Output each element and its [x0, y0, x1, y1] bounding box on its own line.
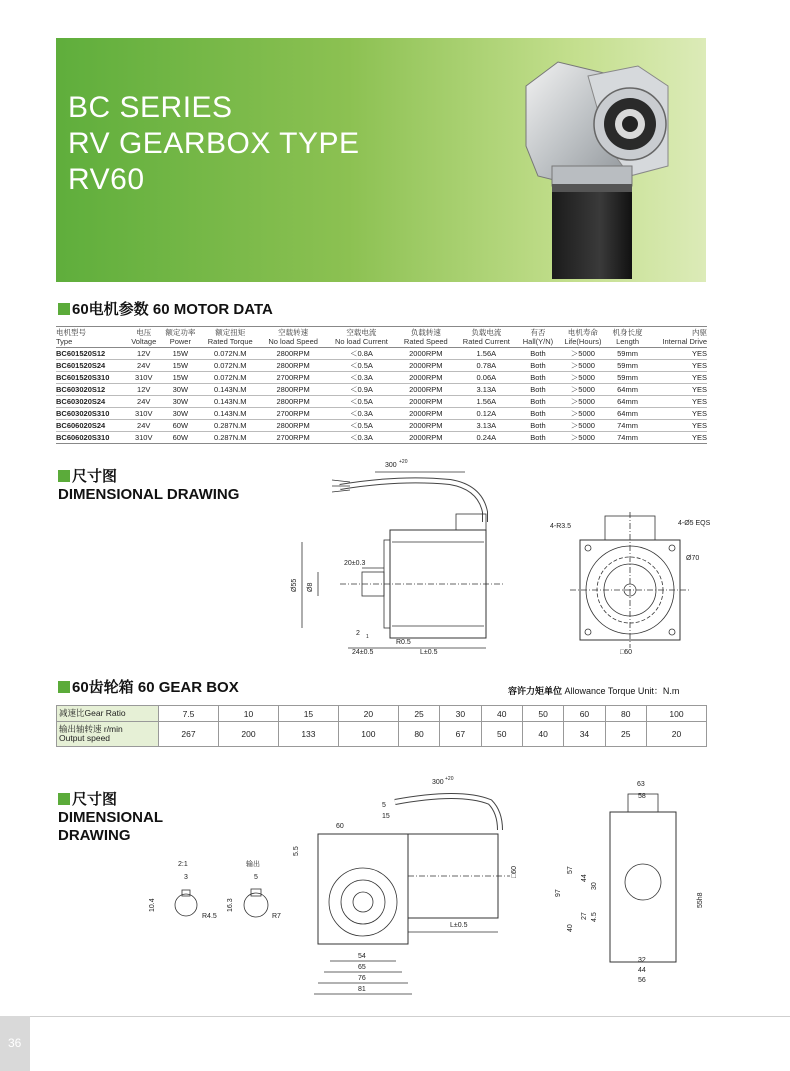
table-cell: 2000RPM	[397, 384, 455, 396]
detail-r7: R7	[272, 913, 281, 920]
title-line-1: BC SERIES	[68, 91, 233, 124]
table-cell: BC603020S12	[56, 384, 127, 396]
table-cell: 310V	[127, 432, 160, 444]
g-k56: 56	[638, 977, 646, 984]
table-cell: 74mm	[608, 420, 648, 432]
dim-phi70: Ø70	[686, 555, 700, 562]
table-cell: 1.56A	[455, 348, 518, 360]
table-cell: YES	[648, 384, 707, 396]
table-cell: 0.287N.M	[200, 432, 260, 444]
table-cell: Both	[518, 432, 559, 444]
table-cell: 12V	[127, 384, 160, 396]
col-noload-current: 空载电流 No load Current	[326, 327, 397, 348]
col-rated-speed: 负载转速 Rated Speed	[397, 327, 455, 348]
heading-marker-icon	[58, 303, 70, 315]
table-row	[56, 432, 707, 444]
table-cell: 2000RPM	[397, 372, 455, 384]
g-k58: 58	[638, 793, 646, 800]
table-cell: Both	[518, 420, 559, 432]
output-speed-cell: 200	[218, 722, 278, 747]
col-type: 电机型号 Type	[56, 327, 127, 348]
table-cell: 0.143N.M	[200, 408, 260, 420]
heading-marker-icon	[58, 470, 70, 482]
table-cell: ＞5000	[558, 348, 607, 360]
gearbox-dimension-drawing	[140, 772, 720, 1002]
table-cell: 2000RPM	[397, 432, 455, 444]
table-cell: 64mm	[608, 408, 648, 420]
table-cell: 64mm	[608, 384, 648, 396]
g-k44b: 44	[638, 967, 646, 974]
g-k57: 57	[567, 866, 574, 874]
table-cell: YES	[648, 372, 707, 384]
heading-marker-icon	[58, 793, 70, 805]
g-k30: 30	[591, 882, 598, 890]
table-row	[56, 372, 707, 384]
table-cell: 74mm	[608, 432, 648, 444]
col-length: 机身长度 Length	[608, 327, 648, 348]
col-power: 额定功率 Power	[160, 327, 200, 348]
motor-data-heading: 60电机参数 60 MOTOR DATA	[58, 301, 273, 319]
dim-holes: 4-Ø5 EQS	[678, 520, 711, 527]
table-cell: 24V	[127, 420, 160, 432]
table-row	[56, 396, 707, 408]
detail-r45: R4.5	[202, 913, 217, 920]
gear-ratio-cell: 30	[440, 706, 481, 722]
g-k97: 97	[555, 889, 562, 897]
detail-k104: 10.4	[149, 898, 156, 912]
table-cell: YES	[648, 360, 707, 372]
gear-ratio-cell: 50	[522, 706, 563, 722]
gear-ratio-label: 减速比Gear Ratio	[57, 706, 159, 722]
detail-ratio: 2:1	[178, 861, 188, 868]
col-internal-drive: 内驱 Internal Drive	[648, 327, 707, 348]
col-noload-speed: 空载转速 No load Speed	[260, 327, 326, 348]
g-k27: 27	[581, 912, 588, 920]
table-cell: ＜0.5A	[326, 420, 397, 432]
dim-1: 1	[366, 634, 369, 640]
page-number: 36	[8, 1036, 22, 1050]
table-cell: 0.24A	[455, 432, 518, 444]
g-k15: 15	[382, 813, 390, 820]
dim-cable-length: 300	[385, 462, 397, 469]
detail-k163: 16.3	[227, 898, 234, 912]
table-cell: 2800RPM	[260, 348, 326, 360]
table-cell: 2000RPM	[397, 408, 455, 420]
table-cell: 15W	[160, 348, 200, 360]
motor-table-body	[56, 348, 707, 444]
output-speed-cell: 50	[481, 722, 522, 747]
table-cell: 2800RPM	[260, 360, 326, 372]
gear-ratio-cell: 40	[481, 706, 522, 722]
col-rated-current: 负载电流 Rated Current	[455, 327, 518, 348]
table-row	[56, 360, 707, 372]
table-cell: 0.072N.M	[200, 372, 260, 384]
table-cell: ＞5000	[558, 420, 607, 432]
gear-ratio-cell: 60	[564, 706, 605, 722]
gear-ratio-cell: 25	[398, 706, 439, 722]
gear-ratio-cell: 20	[338, 706, 398, 722]
table-cell: ＞5000	[558, 372, 607, 384]
g-k5: 5	[382, 802, 386, 809]
dim-cable-tol: +20	[399, 459, 408, 465]
table-cell: 310V	[127, 372, 160, 384]
table-cell: Both	[518, 360, 559, 372]
table-cell: 2700RPM	[260, 432, 326, 444]
table-cell: 0.072N.M	[200, 348, 260, 360]
dim-2: 2	[356, 630, 360, 637]
table-cell: 24V	[127, 360, 160, 372]
table-cell: 2700RPM	[260, 372, 326, 384]
series-title	[68, 90, 360, 198]
table-cell: 0.12A	[455, 408, 518, 420]
table-cell: 2700RPM	[260, 408, 326, 420]
output-speed-cell: 34	[564, 722, 605, 747]
motor-data-table	[56, 326, 707, 444]
table-cell: Both	[518, 384, 559, 396]
table-cell: 2000RPM	[397, 360, 455, 372]
table-cell: 0.287N.M	[200, 420, 260, 432]
table-cell: ＜0.3A	[326, 372, 397, 384]
motor-table-head	[56, 327, 707, 348]
table-cell: ＜0.3A	[326, 432, 397, 444]
table-cell: BC601520S12	[56, 348, 127, 360]
gear-ratio-cell: 100	[646, 706, 706, 722]
gear-box-heading: 60齿轮箱 60 GEAR BOX	[58, 679, 239, 697]
gear-ratio-table	[56, 705, 707, 747]
motor-dimension-drawing	[280, 452, 720, 662]
table-cell: 64mm	[608, 396, 648, 408]
table-cell: 59mm	[608, 348, 648, 360]
table-cell: 2800RPM	[260, 396, 326, 408]
table-cell: 3.13A	[455, 384, 518, 396]
table-cell: ＜0.3A	[326, 408, 397, 420]
table-cell: 12V	[127, 348, 160, 360]
g-k55: 5.5	[293, 846, 300, 856]
output-speed-cell: 267	[159, 722, 219, 747]
g-k81: 81	[358, 986, 366, 993]
output-speed-label: 输出轴转速 r/min Output speed	[57, 722, 159, 747]
table-cell: 310V	[127, 408, 160, 420]
table-cell: 0.143N.M	[200, 396, 260, 408]
table-cell: Both	[518, 372, 559, 384]
table-cell: BC601520S24	[56, 360, 127, 372]
g-k76: 76	[358, 975, 366, 982]
output-speed-cell: 25	[605, 722, 646, 747]
table-cell: BC603020S24	[56, 396, 127, 408]
dim-r05: R0.5	[396, 639, 411, 646]
table-cell: BC601520S310	[56, 372, 127, 384]
col-hall: 有否 Hall(Y/N)	[518, 327, 559, 348]
table-cell: 30W	[160, 396, 200, 408]
output-speed-cell: 40	[522, 722, 563, 747]
g-k44: 44	[581, 874, 588, 882]
gearbox-motor-photo	[518, 56, 678, 281]
table-cell: ＜0.5A	[326, 396, 397, 408]
gear-ratio-cell: 7.5	[159, 706, 219, 722]
g-k32: 32	[638, 957, 646, 964]
table-cell: Both	[518, 408, 559, 420]
title-line-2: RV GEARBOX TYPE	[68, 127, 360, 160]
dim-phi8: Ø8	[307, 582, 314, 592]
g-k60: 60	[336, 823, 344, 830]
table-cell: 2000RPM	[397, 420, 455, 432]
table-cell: ＞5000	[558, 432, 607, 444]
table-cell: 0.78A	[455, 360, 518, 372]
table-cell: ＜0.9A	[326, 384, 397, 396]
output-speed-cell: 80	[398, 722, 439, 747]
table-cell: ＜0.5A	[326, 360, 397, 372]
g-length: L±0.5	[450, 922, 468, 929]
table-cell: 59mm	[608, 372, 648, 384]
table-cell: 3.13A	[455, 420, 518, 432]
table-row	[56, 348, 707, 360]
dim-drawing-heading-1: 尺寸图 DIMENSIONAL DRAWING	[58, 468, 240, 503]
g-k63: 63	[637, 781, 645, 788]
dim-drawing-heading-2: 尺寸图 DIMENSIONAL DRAWING	[58, 791, 163, 844]
table-cell: YES	[648, 432, 707, 444]
table-cell: 2800RPM	[260, 384, 326, 396]
table-cell: 30W	[160, 408, 200, 420]
table-cell: YES	[648, 420, 707, 432]
table-cell: Both	[518, 348, 559, 360]
table-cell: 30W	[160, 384, 200, 396]
table-cell: ＜0.8A	[326, 348, 397, 360]
table-cell: ＞5000	[558, 360, 607, 372]
heading-marker-icon	[58, 681, 70, 693]
output-speed-cell: 67	[440, 722, 481, 747]
table-cell: 2000RPM	[397, 348, 455, 360]
table-cell: 15W	[160, 372, 200, 384]
gear-ratio-cell: 10	[218, 706, 278, 722]
detail-k5: 5	[254, 874, 258, 881]
table-cell: 0.143N.M	[200, 384, 260, 396]
table-cell: 0.072N.M	[200, 360, 260, 372]
table-cell: Both	[518, 396, 559, 408]
table-cell: ＞5000	[558, 384, 607, 396]
dim-sq60: □60	[620, 649, 633, 656]
dim-phi55: Ø55	[291, 578, 298, 592]
g-k54: 54	[358, 953, 366, 960]
gear-ratio-cell: 80	[605, 706, 646, 722]
col-rated-torque: 额定扭矩 Rated Torque	[200, 327, 260, 348]
dim-shaft-20: 20±0.3	[344, 560, 366, 567]
table-cell: 60W	[160, 420, 200, 432]
table-cell: BC603020S310	[56, 408, 127, 420]
table-cell: 15W	[160, 360, 200, 372]
table-cell: YES	[648, 396, 707, 408]
table-row	[56, 408, 707, 420]
table-cell: 60W	[160, 432, 200, 444]
table-cell: BC606020S310	[56, 432, 127, 444]
table-row	[56, 384, 707, 396]
table-cell: ＞5000	[558, 408, 607, 420]
output-speed-cell: 20	[646, 722, 706, 747]
table-row	[56, 420, 707, 432]
g-k40: 40	[567, 924, 574, 932]
output-speed-row	[57, 722, 707, 747]
table-cell: 59mm	[608, 360, 648, 372]
g-sq60: □60	[511, 865, 518, 878]
gear-ratio-cell: 15	[278, 706, 338, 722]
footer-rule	[30, 1016, 790, 1017]
table-cell: 24V	[127, 396, 160, 408]
table-cell: YES	[648, 408, 707, 420]
table-cell: 1.56A	[455, 396, 518, 408]
g-k45: 4.5	[591, 912, 598, 922]
output-speed-cell: 133	[278, 722, 338, 747]
g-k558: 55h8	[697, 892, 704, 908]
gear-ratio-row	[57, 706, 707, 722]
title-line-3: RV60	[68, 163, 145, 196]
g-cable: 300	[432, 779, 444, 786]
dim-length: L±0.5	[420, 649, 438, 656]
detail-k3: 3	[184, 874, 188, 881]
table-cell: BC606020S24	[56, 420, 127, 432]
g-cable-tol: +20	[445, 776, 454, 782]
hero-banner	[56, 38, 706, 282]
table-cell: YES	[648, 348, 707, 360]
dim-4r35: 4-R3.5	[550, 523, 572, 530]
table-cell: 0.06A	[455, 372, 518, 384]
table-cell: ＞5000	[558, 396, 607, 408]
detail-output: 输出	[246, 861, 260, 868]
torque-unit-note: 容许力矩单位 Allowance Torque Unit：N.m	[508, 686, 680, 696]
g-k65: 65	[358, 964, 366, 971]
dim-24: 24±0.5	[352, 649, 374, 656]
output-speed-cell: 100	[338, 722, 398, 747]
table-cell: 2000RPM	[397, 396, 455, 408]
col-life: 电机寿命 Life(Hours)	[558, 327, 607, 348]
col-voltage: 电压 Voltage	[127, 327, 160, 348]
table-cell: 2800RPM	[260, 420, 326, 432]
